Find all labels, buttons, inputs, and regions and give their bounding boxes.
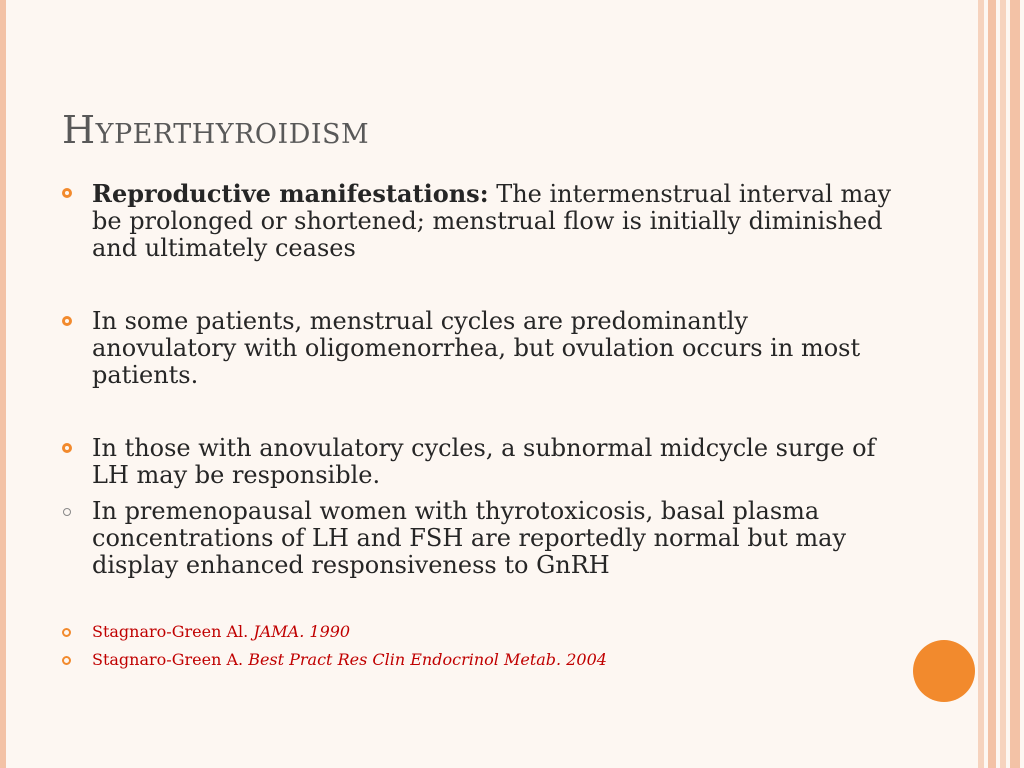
hollow-circle-bullet-icon xyxy=(63,508,71,516)
subbullet-text: In premenopausal women with thyrotoxicosis, basal plasma concentrations of LH and FSH are reportedly normal but may display enhanced responsiveness to GnRH xyxy=(92,497,847,579)
slide-title: Hyperthyroidism xyxy=(62,108,370,152)
bullet-item-reproductive xyxy=(62,180,892,262)
reference-item xyxy=(62,650,892,670)
reference-source: Best Pract Res Clin Endocrinol Metab. 2004 xyxy=(248,650,607,669)
bullet-text: In those with anovulatory cycles, a subnormal midcycle surge of LH may be responsible. xyxy=(92,434,876,489)
reference-item xyxy=(62,622,892,642)
bullet-bold-heading: Reproductive manifestations: xyxy=(92,179,489,208)
orange-circle-decoration xyxy=(913,640,975,702)
bullet-text xyxy=(92,180,892,262)
orange-ring-bullet-icon xyxy=(62,443,72,453)
right-decorative-stripes xyxy=(974,0,1024,768)
orange-ring-bullet-icon xyxy=(62,628,71,637)
bullet-item-lh-surge xyxy=(62,435,892,489)
bullet-body: The intermenstrual interval may be prolonged or shortened; menstrual flow is initially diminished and ultimately ceases xyxy=(92,180,892,262)
bullet-item-anovulatory xyxy=(62,308,892,389)
orange-ring-bullet-icon xyxy=(62,656,71,665)
subbullet-item-premenopausal xyxy=(62,498,892,579)
slide-content xyxy=(62,180,892,670)
bullet-text: In some patients, menstrual cycles are predominantly anovulatory with oligomenorrhea, but ovulation occurs in most patients. xyxy=(92,307,861,389)
reference-source: JAMA. 1990 xyxy=(253,622,351,641)
left-border-stripe xyxy=(0,0,6,768)
orange-ring-bullet-icon xyxy=(62,188,72,198)
orange-ring-bullet-icon xyxy=(62,316,72,326)
reference-author: Stagnaro-Green A. xyxy=(92,650,249,669)
reference-author: Stagnaro-Green Al. xyxy=(92,622,254,641)
